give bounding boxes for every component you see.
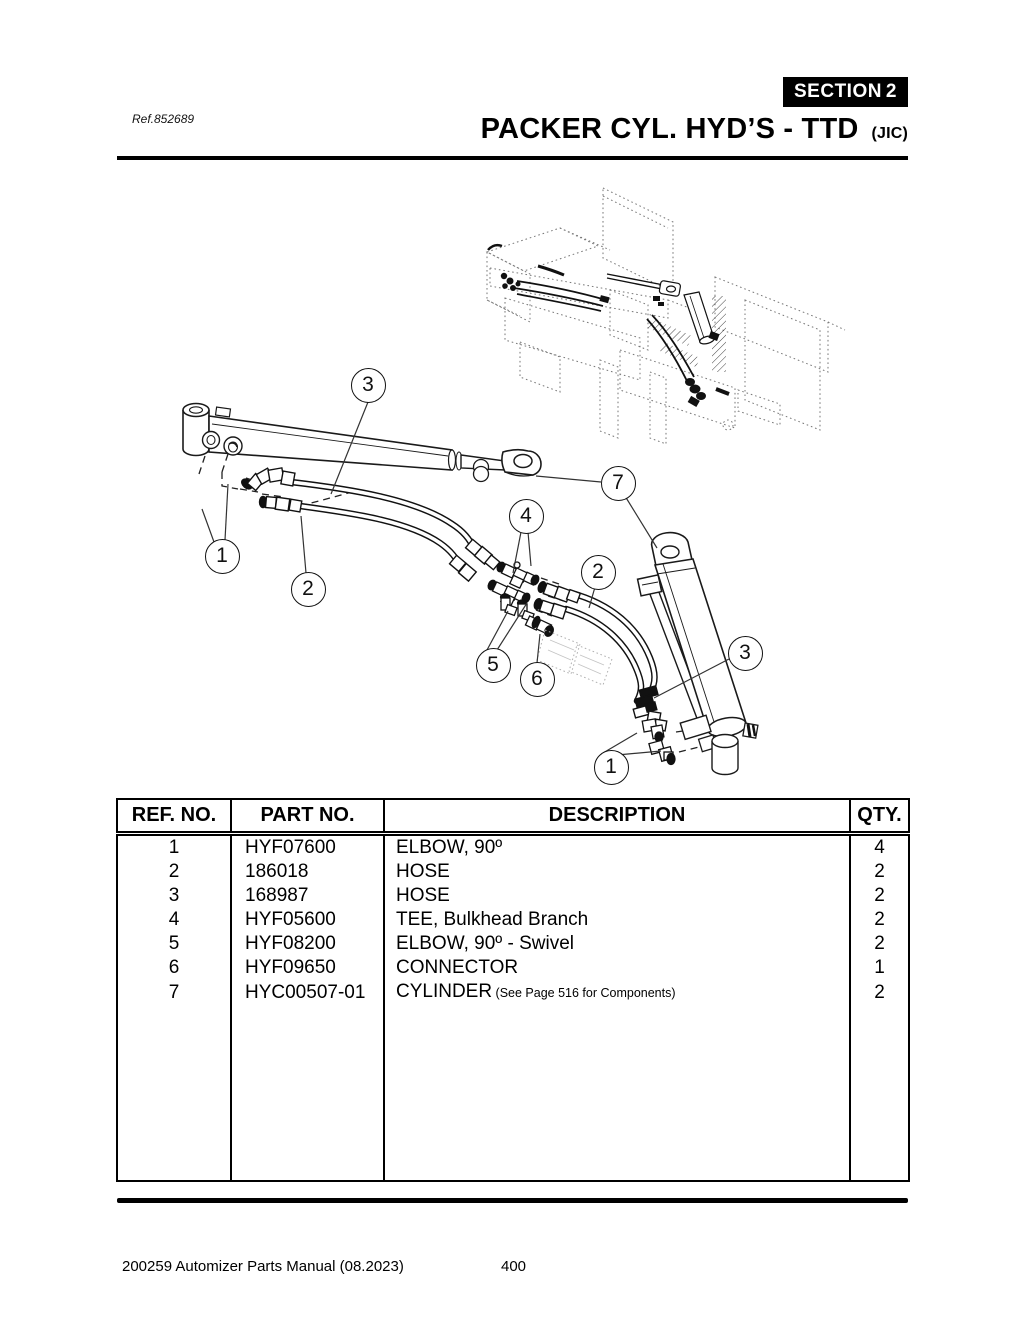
cell-qty: 2 <box>850 884 909 908</box>
table-row <box>117 834 909 861</box>
cell-qty: 2 <box>850 980 909 1005</box>
cell-qty: 1 <box>850 956 909 980</box>
callout-1: 1 <box>205 539 240 574</box>
cell-description: CYLINDER (See Page 516 for Components) <box>384 980 850 1005</box>
hose-pair-right <box>566 593 655 701</box>
cell-part-no: HYF08200 <box>231 932 384 956</box>
cell-qty: 2 <box>850 932 909 956</box>
cylinder-1 <box>183 404 541 482</box>
cell-description: TEE, Bulkhead Branch <box>384 908 850 932</box>
table-filler-cell <box>850 1005 909 1181</box>
cell-part-no: 186018 <box>231 860 384 884</box>
cell-qty: 2 <box>850 860 909 884</box>
table-filler-cell <box>231 1005 384 1181</box>
section-badge-label: SECTION <box>794 81 882 102</box>
table-row <box>117 980 909 1005</box>
cell-ref-no: 7 <box>117 980 231 1005</box>
callout-6: 6 <box>520 662 555 697</box>
callout-7: 7 <box>601 466 636 501</box>
header-qty: QTY. <box>850 799 909 834</box>
callout-3: 3 <box>728 636 763 671</box>
ref-number-label: Ref.852689 <box>132 112 195 126</box>
table-row <box>117 956 909 980</box>
table-filler-cell <box>117 1005 231 1181</box>
section-badge-number: 2 <box>885 81 897 102</box>
table-filler-cell <box>384 1005 850 1181</box>
cell-ref-no: 1 <box>117 834 231 861</box>
ghost-machine-overview <box>487 188 845 444</box>
footer-page-number: 400 <box>501 1258 527 1275</box>
cell-description: HOSE <box>384 884 850 908</box>
cell-part-no: HYF05600 <box>231 908 384 932</box>
cell-part-no: HYC00507-01 <box>231 980 384 1005</box>
page-title-suffix-text: (JIC) <box>871 125 908 142</box>
cell-description: ELBOW, 90º - Swivel <box>384 932 850 956</box>
table-row <box>117 932 909 956</box>
cell-part-no: HYF07600 <box>231 834 384 861</box>
cell-part-no: HYF09650 <box>231 956 384 980</box>
hose-pair-left <box>291 482 474 568</box>
cell-qty: 4 <box>850 834 909 861</box>
cell-description: ELBOW, 90º <box>384 834 850 861</box>
table-row <box>117 908 909 932</box>
parts-table-header-row <box>117 799 909 834</box>
header-ref-no: REF. NO. <box>117 799 231 834</box>
cell-description-note: (See Page 516 for Components) <box>492 986 676 1000</box>
table-filler-row <box>117 1005 909 1181</box>
hose-pair-left-fittings <box>240 468 500 581</box>
table-row <box>117 860 909 884</box>
cell-ref-no: 2 <box>117 860 231 884</box>
cell-qty: 2 <box>850 908 909 932</box>
cell-ref-no: 6 <box>117 956 231 980</box>
page-title-text: PACKER CYL. HYD’S - TTD <box>480 113 859 145</box>
footer-rule <box>117 1198 908 1203</box>
cell-description: HOSE <box>384 860 850 884</box>
cell-ref-no: 3 <box>117 884 231 908</box>
cell-ref-no: 4 <box>117 908 231 932</box>
cell-description: CONNECTOR <box>384 956 850 980</box>
callout-2: 2 <box>291 572 326 607</box>
callout-3: 3 <box>351 368 386 403</box>
footer-manual-label: 200259 Automizer Parts Manual (08.2023) <box>122 1258 404 1275</box>
cell-ref-no: 5 <box>117 932 231 956</box>
callout-5: 5 <box>476 648 511 683</box>
cell-part-no: 168987 <box>231 884 384 908</box>
bottom-elbow-fittings <box>642 719 675 765</box>
callout-4: 4 <box>509 499 544 534</box>
parts-table <box>116 798 910 1182</box>
header-description: DESCRIPTION <box>384 799 850 834</box>
callout-1: 1 <box>594 750 629 785</box>
header-part-no: PART NO. <box>231 799 384 834</box>
table-row <box>117 884 909 908</box>
callout-2: 2 <box>581 555 616 590</box>
